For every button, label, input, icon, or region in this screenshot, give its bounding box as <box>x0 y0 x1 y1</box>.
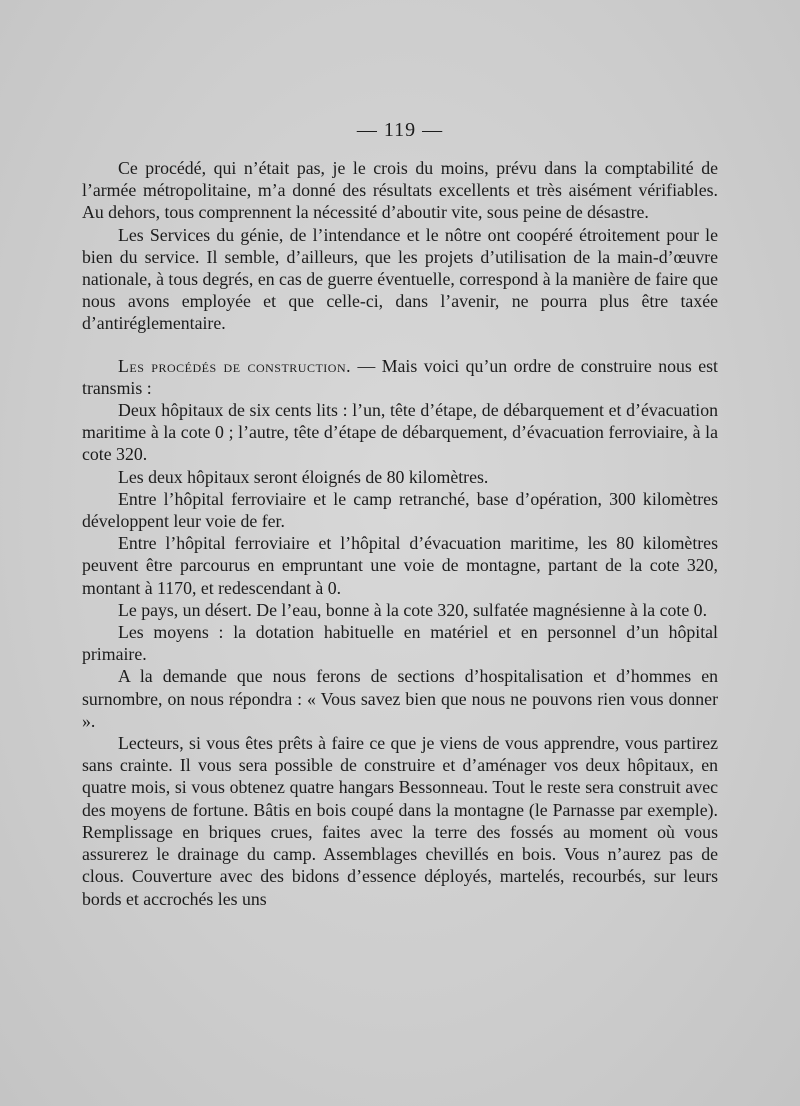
paragraph: Les moyens : la dotation habituelle en matériel et en personnel d’un hôpital primaire. <box>82 622 718 665</box>
paragraph: Entre l’hôpital ferroviaire et l’hôpital d’évacuation maritime, les 80 kilomètres peuvent être parcourus en empruntant une voie de montagne, partant de la cote 320, montant à 1170, et redescendant à 0. <box>82 533 718 598</box>
section-intro: — Mais voici qu’un ordre de construire nous est transmis : <box>82 355 718 398</box>
paragraph: Ce procédé, qui n’était pas, je le crois du moins, prévu dans la comptabilité de l’armée métropolitaine, m’a donné des résultats excellents et très aisément vérifiables. Au dehors, tous comprennent la nécessité d’aboutir vite, sous peine de désastre. <box>82 158 718 223</box>
body-text <box>82 157 718 910</box>
section-heading: Les procédés de construction. <box>118 355 352 376</box>
paragraph: Les deux hôpitaux seront éloignés de 80 kilomètres. <box>118 466 489 487</box>
paragraph: Entre l’hôpital ferroviaire et le camp retranché, base d’opération, 300 kilomètres développent leur voie de fer. <box>82 488 718 532</box>
paragraph: Les Services du génie, de l’intendance et le nôtre ont coopéré étroitement pour le bien du service. Il semble, d’ailleurs, que les projets d’utilisation de la main-d’œuvre nationale, à tous degrés, en cas de guerre éventuelle, correspond à la manière de faire que nous avons employée et que celle-ci, dans l’avenir, ne pourra plus être taxée d’antiréglementaire. <box>82 224 718 334</box>
paragraph: Deux hôpitaux de six cents lits : l’un, tête d’étape, de débarquement et d’évacuation maritime à la cote 0 ; l’autre, tête d’étape de débarquement, d’évacuation ferroviaire, à la cote 320. <box>82 400 718 465</box>
section-spacer <box>82 335 718 355</box>
paragraph: Lecteurs, si vous êtes prêts à faire ce que je viens de vous apprendre, vous partirez sans crainte. Il vous sera possible de construire et d’aménager vos deux hôpitaux, en quatre mois, si vous obtenez quatre hangars Bessonneau. Tout le reste sera construit avec des moyens de fortune. Bâtis en bois coupé dans la montagne (le Parnasse par exemple). Remplissage en briques crues, faites avec la terre des fossés au moment où vous assurerez le drainage du camp. Assemblages chevillés en bois. Vous n’aurez pas de clous. Couverture avec des bidons d’essence déployés, martelés, recourbés, sur leurs bords et accrochés les uns <box>82 733 718 909</box>
paragraph: A la demande que nous ferons de sections d’hospitalisation et d’hommes en surnombre, on nous répondra : « Vous savez bien que nous ne pouvons rien vous donner ». <box>82 666 718 731</box>
page-number: — 119 — <box>356 119 444 141</box>
section-intro-paragraph <box>82 355 718 399</box>
paragraph: Le pays, un désert. De l’eau, bonne à la cote 320, sulfatée magnésienne à la cote 0. <box>118 599 708 620</box>
